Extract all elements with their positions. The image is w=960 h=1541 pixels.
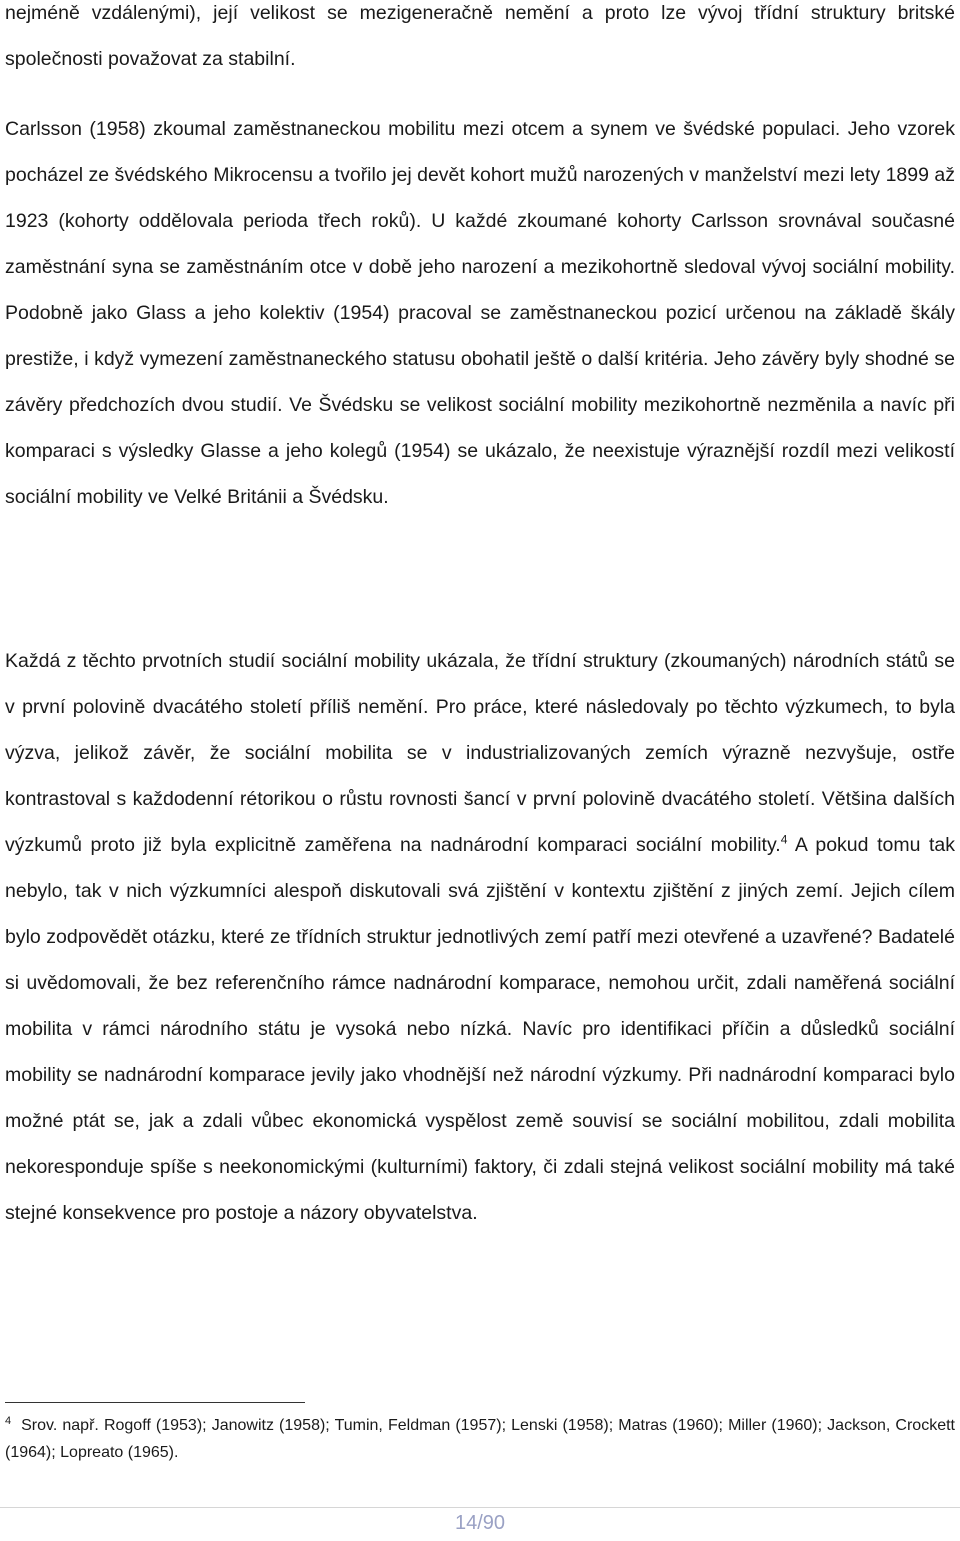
footnote-separator (5, 1402, 305, 1403)
footnote (5, 1412, 955, 1466)
paragraph-comparative-studies (5, 638, 955, 1236)
footnote-number: 4 (5, 1414, 12, 1427)
footnote-text: Srov. např. Rogoff (1953); Janowitz (1958); Tumin, Feldman (1957); Lenski (1958); Matras (1960); Miller (1960); Jackson, Crockett (1964); Lopreato (1965). (5, 1417, 955, 1461)
paragraph-carlsson: Carlsson (1958) zkoumal zaměstnaneckou mobilitu mezi otcem a synem ve švédské populaci. Jeho vzorek pocházel ze švédského Mikrocensu a tvořilo jej devět kohort mužů narozených v manželství mezi lety 1899 až 1923 (kohorty oddělovala perioda třech roků). U každé zkoumané kohorty Carlsson srovnával současné zaměstnání syna se zaměstnáním otce v době jeho narození a mezikohortně sledoval vývoj sociální mobility. Podobně jako Glass a jeho kolektiv (1954) pracoval se zaměstnaneckou pozicí určenou na základě škály prestiže, i když vymezení zaměstnaneckého statusu obohatil ještě o další kritéria. Jeho závěry byly shodné se závěry předchozích dvou studií. Ve Švédsku se velikost sociální mobility mezikohortně nezměnila a navíc při komparaci s výsledky Glasse a jeho kolegů (1954) se ukázalo, že neexistuje výraznější rozdíl mezi velikostí sociální mobility ve Velké Británii a Švédsku. (5, 118, 955, 508)
page-number: 14/90 (454, 1512, 506, 1534)
paragraph-text-before-note: Každá z těchto prvotních studií sociální mobility ukázala, že třídní struktury (zkoumaných) národních států se v první polovině dvacátého století příliš nemění. Pro práce, které následovaly po těchto výzkumech, to byla výzva, jelikož závěr, že sociální mobilita se v industrializovaných zemích výrazně nezvyšuje, ostře kontrastoval s každodenní rétorikou o růstu rovnosti šancí v první polovině dvacátého století. Většina dalších výzkumů proto již byla explicitně zaměřena na nadnárodní komparaci sociální mobility. (5, 650, 955, 856)
page-footer-divider (0, 1507, 960, 1508)
footnote-reference[interactable]: 4 (780, 832, 788, 847)
paragraph-continued: nejméně vzdálenými), její velikost se mezigeneračně nemění a proto lze vývoj třídní struktury britské společnosti považovat za stabilní. (5, 2, 955, 70)
paragraph-text-after-note: A pokud tomu tak nebylo, tak v nich výzkumníci alespoň diskutovali svá zjištění v kontextu zjištění z jiných zemí. Jejich cílem bylo zodpovědět otázku, které ze třídních struktur jednotlivých zemí patří mezi otevřené a uzavřené? Badatelé si uvědomovali, že bez referenčního rámce nadnárodní komparace, nemohou určit, zdali naměřená sociální mobilita v rámci národního státu je vysoká nebo nízká. Navíc pro identifikaci příčin a důsledků sociální mobility se nadnárodní komparace jevily jako vhodnější než národní výzkumy. Při nadnárodní komparaci bylo možné ptát se, jak a zdali vůbec ekonomická vyspělost země souvisí se sociální mobilitou, zdali mobilita nekoresponduje spíše s neekonomickými (kulturními) faktory, či zdali stejná velikost sociální mobility má také stejné konsekvence pro postoje a názory obyvatelstva. (5, 834, 955, 1224)
